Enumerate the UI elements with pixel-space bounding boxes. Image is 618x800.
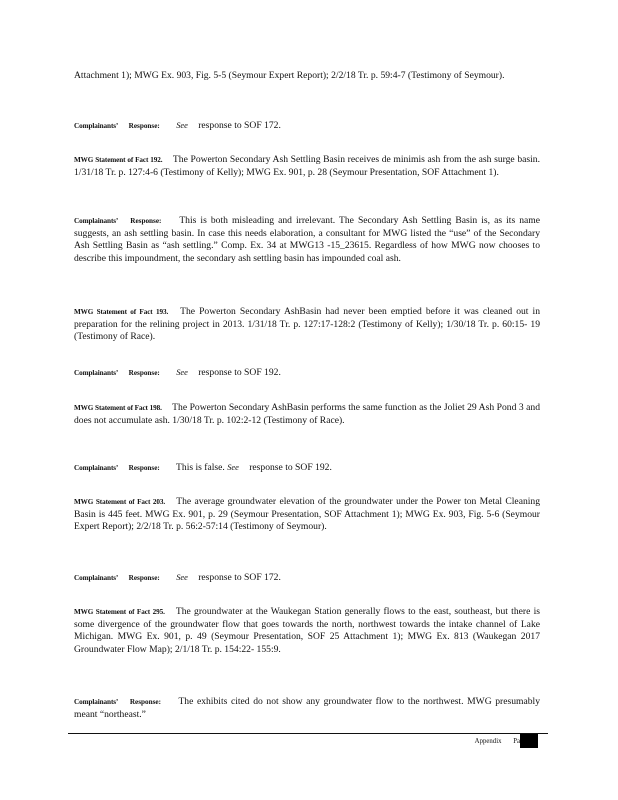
see-reference: See [176, 121, 188, 130]
statement-of-fact-192 [74, 154, 540, 179]
response-text: response to SOF 172. [198, 572, 281, 583]
statement-label: MWG Statement of Fact 198. [74, 404, 162, 412]
page-number-redaction-box [520, 734, 538, 748]
see-reference: See [227, 463, 239, 472]
footer-divider [68, 733, 548, 734]
response-label: Complainants’ [74, 574, 119, 582]
response-heading: Response: [128, 574, 160, 582]
response-label: Complainants’ [74, 217, 119, 225]
statement-of-fact-295 [74, 606, 540, 656]
response-label: Complainants’ [74, 369, 119, 377]
complainants-response-203 [74, 572, 540, 585]
page-footer [475, 738, 520, 745]
response-heading: Response: [128, 369, 160, 377]
statement-label: MWG Statement of Fact 295. [74, 608, 165, 616]
see-reference: See [176, 368, 188, 377]
response-label: Complainants’ [74, 464, 119, 472]
paragraph-text: Attachment 1); MWG Ex. 903, Fig. 5-5 (Seymour Expert Report); 2/2/18 Tr. p. 59:4-7 (Testimony of Seymour). [74, 70, 505, 81]
footer-appendix-label: Appendix [474, 738, 502, 745]
statement-text: The groundwater at the Waukegan Station generally flows to the east, southeast, but there is some divergence of the groundwater flow that goes towards the north, northwest towards the intake channel of Lake Michigan. MWG Ex. 901, p. 49 (Seymour Presentation, SOF 25 Attachment 1); MWG Ex. 813 (Waukegan 2017 Groundwater Flow Map); 2/1/18 Tr. p. 154:22- 155:9. [74, 606, 540, 655]
complainants-response-193 [74, 367, 540, 380]
response-text: response to SOF 192. [198, 367, 281, 378]
footer-page-label: Pa [513, 738, 520, 745]
response-text: response to SOF 192. [249, 462, 332, 473]
complainants-response-295 [74, 696, 540, 721]
response-heading: Response: [128, 122, 160, 130]
response-heading: Response: [129, 698, 161, 706]
response-text: response to SOF 172. [198, 120, 281, 131]
response-heading: Response: [130, 217, 162, 225]
response-label: Complainants’ [74, 698, 119, 706]
statement-of-fact-198 [74, 402, 540, 427]
statement-text: The average groundwater elevation of the groundwater under the Power ton Metal Cleaning Basin is 445 feet. MWG Ex. 901, p. 29 (Seymour Presentation, SOF Attachment 1); MWG Ex. 903, Fig. 5-6 (Seymour Expert Report); 2/2/18 Tr. p. 56:2-57:14 (Testimony of Seymour). [74, 496, 541, 533]
statement-of-fact-203 [74, 496, 540, 534]
statement-of-fact-193 [74, 306, 540, 344]
response-text: This is both misleading and irrelevant. The Secondary Ash Settling Basin is, as its name suggests, an ash settling basin. In case this needs elaboration, a consultant for MWG listed the “use” of the Secondary Ash Settling Basin as “ash settling.” Comp. Ex. 34 at MWG13 -15_23615. Regardless of how MWG now chooses to describe this impoundment, the secondary ash settling basin has impounded coal ash. [74, 215, 540, 264]
complainants-response-192 [74, 215, 540, 265]
see-reference: See [176, 573, 188, 582]
response-text: The exhibits cited do not show any groundwater flow to the northwest. MWG presumably meant “northeast.” [74, 696, 540, 720]
statement-label: MWG Statement of Fact 203. [74, 498, 166, 506]
statement-text: The Powerton Secondary AshBasin had never been emptied before it was cleaned out in preparation for the relining project in 2013. 1/31/18 Tr. p. 127:17-128:2 (Testimony of Kelly); 1/30/18 Tr. p. 60:15- 19 (Testimony of Race). [74, 306, 541, 343]
statement-text: The Powerton Secondary Ash Settling Basin receives de minimis ash from the ash surge basin. 1/31/18 Tr. p. 127:4-6 (Testimony of Kelly); MWG Ex. 901, p. 28 (Seymour Presentation, SOF Attachment 1). [74, 154, 540, 178]
response-heading: Response: [128, 464, 160, 472]
statement-label: MWG Statement of Fact 192. [74, 156, 163, 164]
complainants-response-172 [74, 120, 540, 133]
statement-text: The Powerton Secondary AshBasin performs the same function as the Joliet 29 Ash Pond 3 and does not accumulate ash. 1/30/18 Tr. p. 102:2-12 (Testimony of Race). [74, 402, 541, 426]
complainants-response-198 [74, 462, 540, 475]
paragraph-continuation [74, 70, 540, 83]
response-lead: This is false. [176, 462, 225, 473]
statement-label: MWG Statement of Fact 193. [74, 308, 169, 316]
response-label: Complainants’ [74, 122, 119, 130]
